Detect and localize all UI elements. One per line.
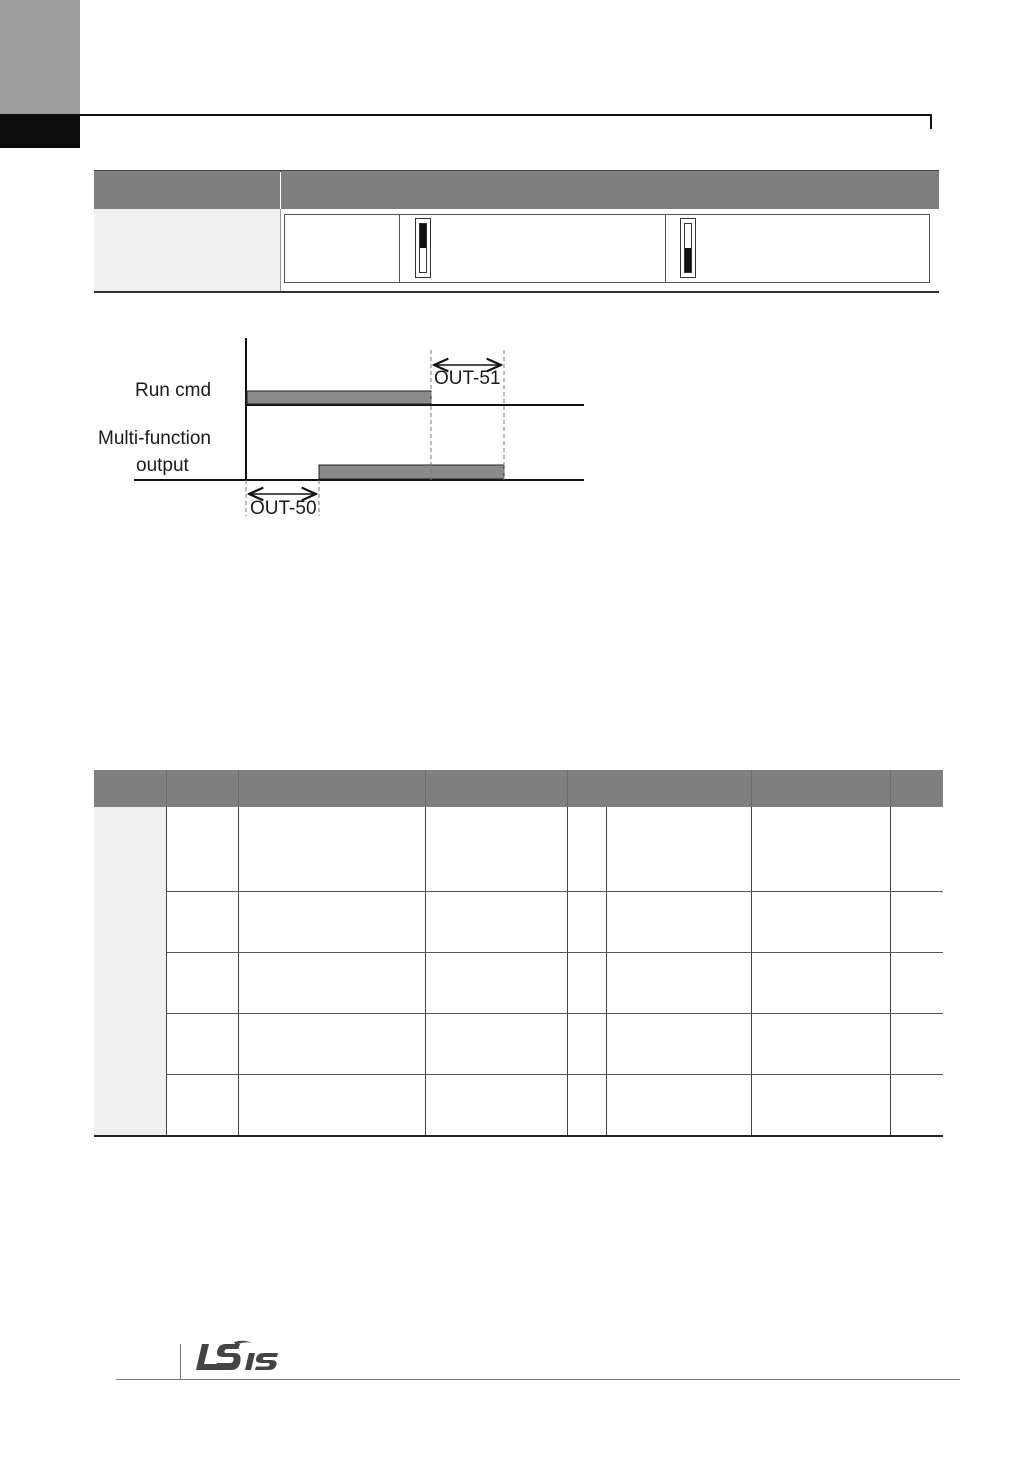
param-table-group-cell: [94, 807, 166, 1136]
top-table-column-divider: [280, 209, 281, 292]
param-table-header-divider: [166, 770, 167, 807]
param-table-header-divider: [890, 770, 891, 807]
top-table-inner-divider: [399, 214, 400, 283]
param-table-column-line: [751, 807, 752, 1136]
multi-function-label: Multi-function: [98, 428, 211, 449]
param-table-row-line: [167, 891, 943, 892]
header-rule-end: [930, 114, 932, 129]
top-table-header-left: [94, 171, 280, 209]
run-cmd-label: Run cmd: [135, 380, 212, 401]
off-delay-label: OUT-51: [434, 368, 501, 389]
param-table-header-divider: [238, 770, 239, 807]
param-table-row-line: [167, 1013, 943, 1014]
param-table-header-divider: [425, 770, 426, 807]
top-table-inner-divider: [665, 214, 666, 283]
chapter-tab: [0, 0, 80, 114]
param-table-column-line: [166, 807, 167, 1136]
param-table-column-line: [425, 807, 426, 1136]
param-table-header: [94, 770, 943, 807]
switch-down-icon: [680, 218, 696, 278]
chapter-tab-marker: [0, 114, 80, 148]
footer-rule: [116, 1379, 960, 1380]
param-table-header-divider: [751, 770, 752, 807]
top-table-bottom-rule: [94, 291, 939, 293]
param-table-column-line: [890, 807, 891, 1136]
param-table-row-line: [167, 952, 943, 953]
output-pulse: [319, 465, 504, 479]
top-table-header-right: [281, 171, 939, 209]
footer-divider: [180, 1344, 181, 1380]
header-rule: [80, 114, 932, 116]
output-label: output: [136, 455, 189, 476]
param-table-column-line: [238, 807, 239, 1136]
param-table-header-divider: [567, 770, 568, 807]
ls-is-logo: [196, 1340, 286, 1374]
run-cmd-pulse: [247, 391, 431, 404]
param-table-row-line: [167, 1074, 943, 1075]
top-table-label-cell: [94, 209, 280, 292]
param-table-bottom-rule: [94, 1135, 943, 1137]
switch-up-icon: [415, 218, 431, 278]
on-delay-label: OUT-50: [250, 498, 317, 519]
param-table-column-line: [606, 807, 607, 1136]
param-table-column-line: [567, 807, 568, 1136]
top-table-switch-box: [284, 214, 930, 283]
